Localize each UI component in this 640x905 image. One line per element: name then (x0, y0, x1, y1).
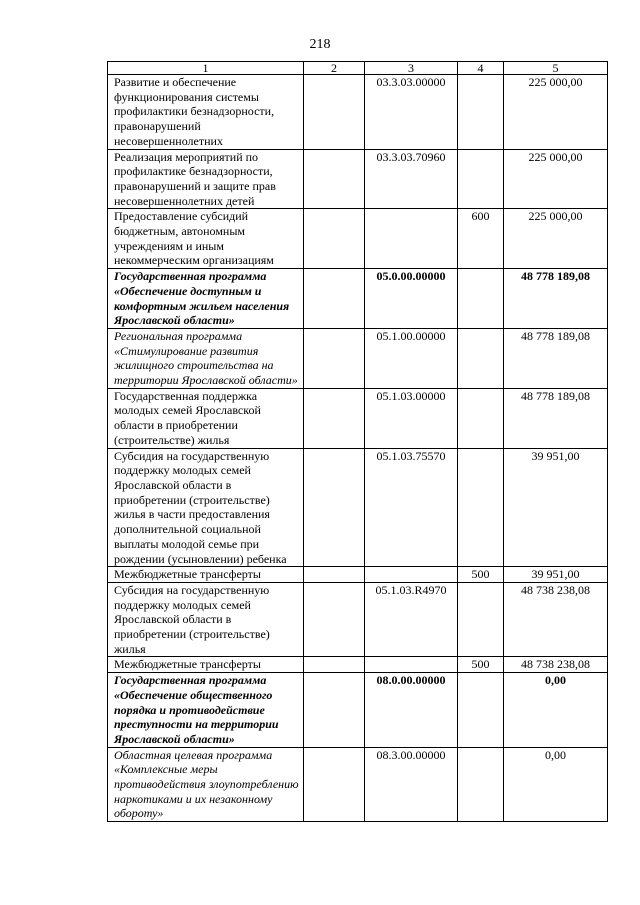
table-row (108, 328, 608, 388)
table-row (108, 388, 608, 448)
row-target-code: 08.3.00.00000 (365, 747, 458, 822)
row-col2 (304, 448, 365, 567)
row-expense-type: 500 (458, 567, 504, 583)
row-expense-type (458, 673, 504, 748)
row-target-code: 03.3.03.00000 (365, 75, 458, 150)
table-row (108, 747, 608, 822)
row-col2 (304, 269, 365, 329)
row-amount: 48 778 189,08 (504, 388, 608, 448)
row-name: Реализация мероприятий по профилактике безнадзорности, правонарушений и защите прав несовершеннолетних детей (108, 149, 304, 209)
row-amount: 48 738 238,08 (504, 657, 608, 673)
row-amount: 225 000,00 (504, 75, 608, 150)
row-target-code: 03.3.03.70960 (365, 149, 458, 209)
row-col2 (304, 747, 365, 822)
column-header-3: 3 (365, 62, 458, 75)
budget-table (107, 61, 608, 822)
row-target-code (365, 567, 458, 583)
row-target-code: 05.0.00.00000 (365, 269, 458, 329)
page-number: 218 (309, 37, 331, 52)
table-header-row (108, 62, 608, 75)
table-row (108, 448, 608, 567)
table-row (108, 673, 608, 748)
row-name: Государственная поддержка молодых семей Ярославской области в приобретении (строительстве) жилья (108, 388, 304, 448)
row-name: Государственная программа «Обеспечение общественного порядка и противодействие преступности на территории Ярославской области» (108, 673, 304, 748)
row-expense-type (458, 75, 504, 150)
row-expense-type (458, 388, 504, 448)
row-target-code: 05.1.00.00000 (365, 328, 458, 388)
row-name: Предоставление субсидий бюджетным, автономным учреждениям и иным некоммерческим организациям (108, 209, 304, 269)
column-header-1: 1 (108, 62, 304, 75)
column-header-4: 4 (458, 62, 504, 75)
row-target-code (365, 657, 458, 673)
row-col2 (304, 149, 365, 209)
row-col2 (304, 328, 365, 388)
row-amount: 48 778 189,08 (504, 328, 608, 388)
row-amount: 225 000,00 (504, 209, 608, 269)
row-col2 (304, 582, 365, 657)
row-expense-type: 500 (458, 657, 504, 673)
row-expense-type (458, 582, 504, 657)
row-name: Региональная программа «Стимулирование развития жилищного строительства на территории Ярославской области» (108, 328, 304, 388)
row-name: Межбюджетные трансферты (108, 567, 304, 583)
table-row (108, 582, 608, 657)
row-target-code: 05.1.03.00000 (365, 388, 458, 448)
row-col2 (304, 388, 365, 448)
row-expense-type (458, 747, 504, 822)
row-name: Государственная программа «Обеспечение доступным и комфортным жильем населения Ярославской области» (108, 269, 304, 329)
column-header-2: 2 (304, 62, 365, 75)
row-col2 (304, 75, 365, 150)
row-amount: 0,00 (504, 673, 608, 748)
row-name: Областная целевая программа «Комплексные меры противодействия злоупотреблению наркотиками и их незаконному обороту» (108, 747, 304, 822)
table-row (108, 269, 608, 329)
row-expense-type: 600 (458, 209, 504, 269)
row-name: Субсидия на государственную поддержку молодых семей Ярославской области в приобретении (строительстве) жилья (108, 582, 304, 657)
row-name: Межбюджетные трансферты (108, 657, 304, 673)
row-target-code (365, 209, 458, 269)
row-col2 (304, 673, 365, 748)
row-name: Развитие и обеспечение функционирования системы профилактики безнадзорности, правонарушений несовершеннолетних (108, 75, 304, 150)
table-row (108, 209, 608, 269)
row-amount: 225 000,00 (504, 149, 608, 209)
column-header-5: 5 (504, 62, 608, 75)
row-target-code: 08.0.00.00000 (365, 673, 458, 748)
row-expense-type (458, 448, 504, 567)
row-col2 (304, 209, 365, 269)
row-amount: 48 738 238,08 (504, 582, 608, 657)
row-amount: 39 951,00 (504, 448, 608, 567)
row-amount: 48 778 189,08 (504, 269, 608, 329)
row-target-code: 05.1.03.75570 (365, 448, 458, 567)
row-col2 (304, 657, 365, 673)
table-row (108, 75, 608, 150)
table-row (108, 567, 608, 583)
table-row (108, 149, 608, 209)
row-amount: 39 951,00 (504, 567, 608, 583)
table-row (108, 657, 608, 673)
row-name: Субсидия на государственную поддержку молодых семей Ярославской области в приобретении (строительстве) жилья в части предоставления дополнительной социальной выплаты молодой семье при рождении (усыновлении) ребенка (108, 448, 304, 567)
row-expense-type (458, 269, 504, 329)
row-expense-type (458, 328, 504, 388)
row-target-code: 05.1.03.R4970 (365, 582, 458, 657)
row-col2 (304, 567, 365, 583)
row-amount: 0,00 (504, 747, 608, 822)
row-expense-type (458, 149, 504, 209)
